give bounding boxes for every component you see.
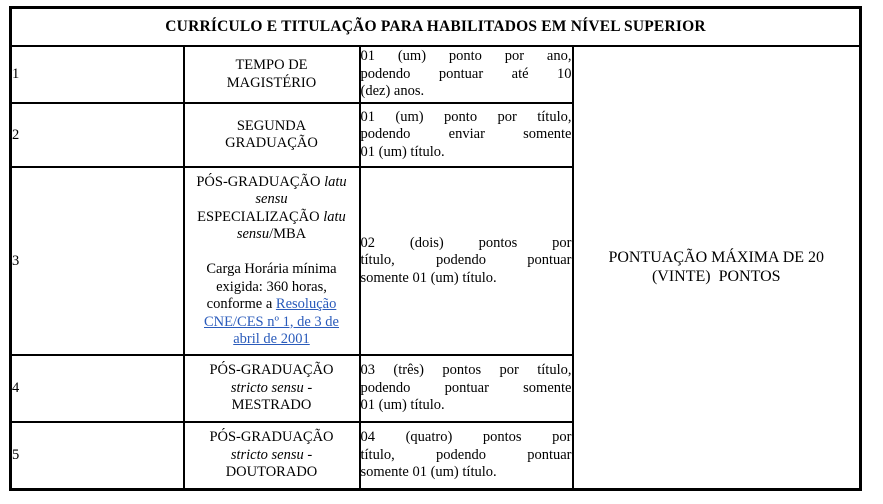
item-points: 03 (três) pontos por título, podendo pontuar somente 01 (um) título. bbox=[360, 355, 573, 422]
row-number: 4 bbox=[11, 355, 184, 422]
table-row bbox=[11, 46, 861, 103]
max-score-cell: PONTUAÇÃO MÁXIMA DE 20 (VINTE) PONTOS bbox=[573, 46, 861, 489]
row-number: 3 bbox=[11, 167, 184, 355]
document-page bbox=[0, 6, 883, 504]
row-number: 5 bbox=[11, 422, 184, 489]
resolution-link[interactable]: abril de 2001 bbox=[233, 331, 310, 347]
row-number: 2 bbox=[11, 103, 184, 167]
item-title: SEGUNDA GRADUAÇÃO bbox=[184, 103, 360, 167]
item-points: 01 (um) ponto por título, podendo enviar somente 01 (um) título. bbox=[360, 103, 573, 167]
resolution-link[interactable]: CNE/CES nº 1, de 3 de bbox=[204, 313, 339, 330]
table-header-row bbox=[11, 8, 861, 47]
item-points: 01 (um) ponto por ano, podendo pontuar até 10 (dez) anos. bbox=[360, 46, 573, 103]
row-number: 1 bbox=[11, 46, 184, 103]
table-title: CURRÍCULO E TITULAÇÃO PARA HABILITADOS EM NÍVEL SUPERIOR bbox=[11, 8, 861, 47]
curriculum-table bbox=[9, 6, 862, 491]
item-title: PÓS-GRADUAÇÃO stricto sensu - DOUTORADO bbox=[184, 422, 360, 489]
item-title: TEMPO DE MAGISTÉRIO bbox=[184, 46, 360, 103]
item-title: PÓS-GRADUAÇÃO latu sensu ESPECIALIZAÇÃO latu sensu/MBA Carga Horária mínima exigida: 360 horas, conforme a Resolução CNE/CES nº 1, de 3 de abril de 2001 bbox=[184, 167, 360, 355]
item-points: 02 (dois) pontos por título, podendo pontuar somente 01 (um) título. bbox=[360, 167, 573, 355]
item-points: 04 (quatro) pontos por título, podendo pontuar somente 01 (um) título. bbox=[360, 422, 573, 489]
resolution-link[interactable]: Resolução bbox=[275, 296, 337, 312]
item-title: PÓS-GRADUAÇÃO stricto sensu - MESTRADO bbox=[184, 355, 360, 422]
